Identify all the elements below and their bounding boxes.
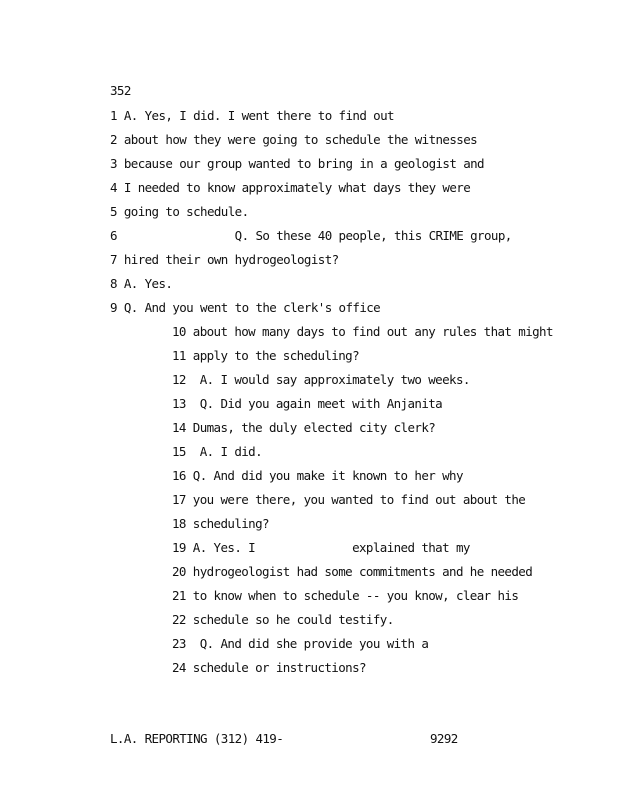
transcript-line-18: 18 scheduling? <box>172 516 269 531</box>
transcript-line-6: 6 Q. So these 40 people, this CRIME group, <box>110 228 512 243</box>
transcript-line-8: 8 A. Yes. <box>110 276 173 291</box>
transcript-line-23: 23 Q. And did she provide you with a <box>172 636 429 651</box>
transcript-line-19: 19 A. Yes. I explained that my <box>172 540 470 555</box>
transcript-line-16: 16 Q. And did you make it known to her why <box>172 468 463 483</box>
transcript-line-12: 12 A. I would say approximately two weeks. <box>172 372 470 387</box>
transcript-line-4: 4 I needed to know approximately what days they were <box>110 180 471 195</box>
transcript-line-5: 5 going to schedule. <box>110 204 249 219</box>
transcript-line-10: 10 about how many days to find out any rules that might <box>172 324 553 339</box>
transcript-line-20: 20 hydrogeologist had some commitments and he needed <box>172 564 533 579</box>
transcript-line-22: 22 schedule so he could testify. <box>172 612 394 627</box>
transcript-line-13: 13 Q. Did you again meet with Anjanita <box>172 396 443 411</box>
transcript-line-2: 2 about how they were going to schedule the witnesses <box>110 132 478 147</box>
transcript-line-15: 15 A. I did. <box>172 444 263 459</box>
reporter-phone-suffix: 9292 <box>430 731 458 746</box>
transcript-line-14: 14 Dumas, the duly elected city clerk? <box>172 420 436 435</box>
transcript-line-21: 21 to know when to schedule -- you know, clear his <box>172 588 519 603</box>
transcript-line-1: 1 A. Yes, I did. I went there to find out <box>110 108 394 123</box>
transcript-line-24: 24 schedule or instructions? <box>172 660 366 675</box>
page-number: 352 <box>110 83 131 98</box>
transcript-line-11: 11 apply to the scheduling? <box>172 348 359 363</box>
transcript-line-9: 9 Q. And you went to the clerk's office <box>110 300 381 315</box>
transcript-line-7: 7 hired their own hydrogeologist? <box>110 252 339 267</box>
reporter-footer: L.A. REPORTING (312) 419- <box>110 731 284 746</box>
transcript-line-3: 3 because our group wanted to bring in a geologist and <box>110 156 484 171</box>
transcript-line-17: 17 you were there, you wanted to find out about the <box>172 492 526 507</box>
